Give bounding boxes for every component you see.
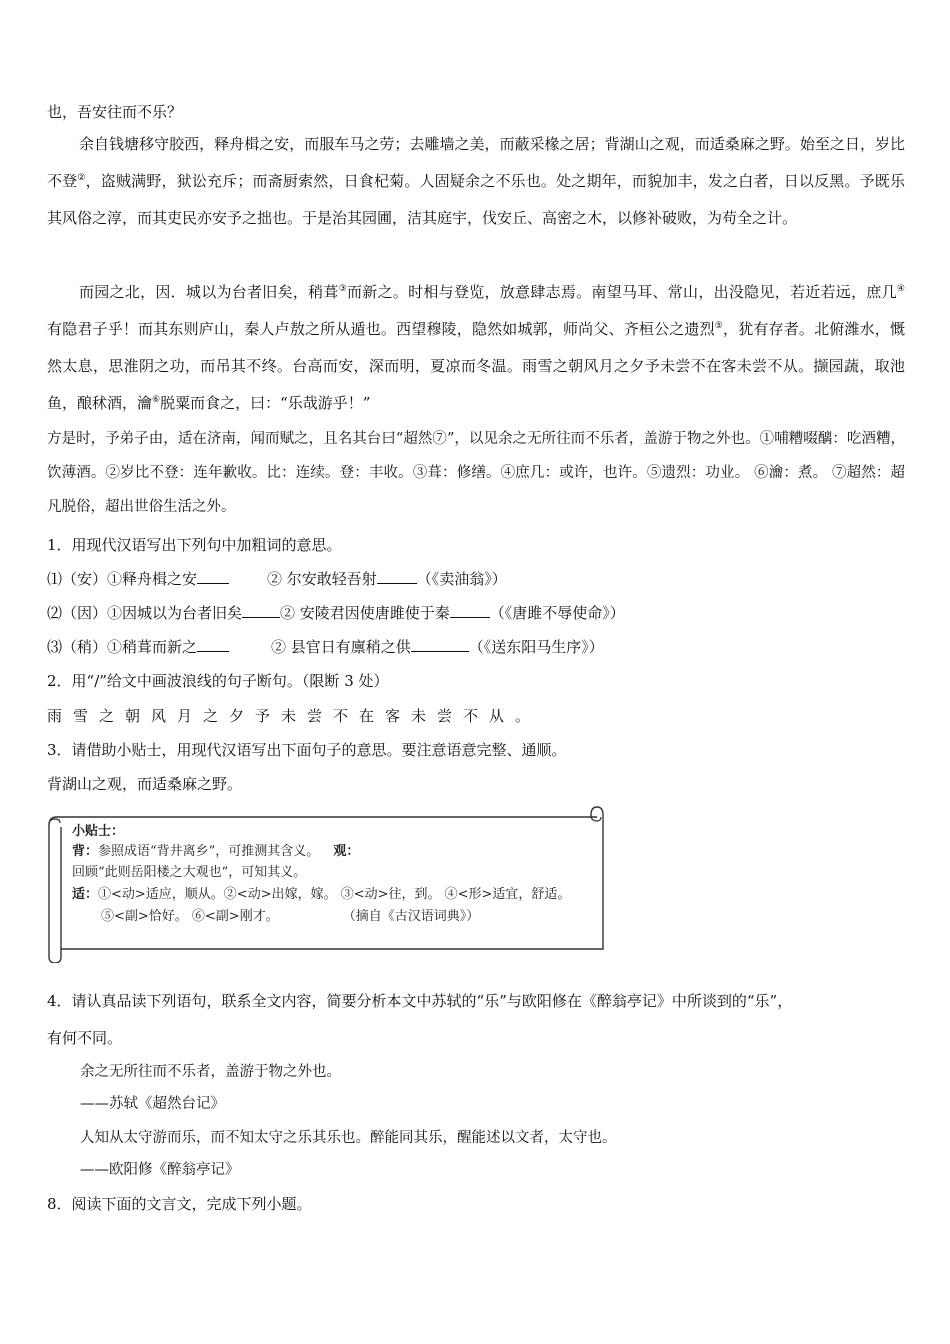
tips-source: （摘自《古汉语词典》） (342, 909, 480, 924)
passage-paragraph-3: 方是时，予弟子由，适在济南，闻而赋之，且名其台曰“超然⑦”，以见余之无所往而不乐者，盖游于物之外也。 (47, 431, 760, 447)
passage-paragraph-3-and-notes (47, 422, 905, 524)
question-2-sentence: 雨雪之朝风月之夕予未尝不在客未尝不从。 (47, 707, 542, 725)
question-4-cont: 有何不同。 (47, 1029, 123, 1047)
tips-title: 小贴士： (72, 824, 125, 839)
tip-shi-cont: ⑤<副>恰好。 ⑥<副>刚才。 （摘自《古汉语词典》） (101, 909, 480, 924)
answer-blank[interactable] (450, 603, 490, 618)
footnote-marker: ② (77, 173, 86, 183)
passage-paragraph-2: 而园之北，因．城以为台者旧矣，稍葺③而新之。时相与登览，放意肆志焉。南望马耳、常山，出没隐见，若近若远，庶几④有隐君子乎！而其东则庐山，秦人卢敖之所从遁也。西望穆陵，隐然如城郭，师尚父、齐桓公之遗烈⑤，犹有存者。北俯潍水，慨然太息，思淮阴之功，而吊其不终。台高而安，深而明，夏凉而冬温。雨雪之朝风月之夕予未尝不在客未尝不从。撷园蔬，取池鱼，酿秫酒，瀹⑥脱粟而食之，曰：“乐哉游乎！” (47, 283, 905, 412)
quote-su-shi: 余之无所往而不乐者，盖游于物之外也。 (80, 1064, 341, 1080)
question-3-sentence: 背湖山之观，而适桑麻之野。 (47, 775, 243, 793)
question-1-item-2: ⑵（因）①因城以为台者旧矣 ② 安陵君因使唐雎使于秦 （《唐雎不辱使命》） (47, 604, 625, 622)
quote-ouyang-xiu-source: ——欧阳修《醉翁亭记》 (80, 1162, 240, 1178)
passage-paragraph-1: 余自钱塘移守胶西，释舟楫之安，而服车马之劳；去雕墙之美，而蔽采椽之居；背湖山之观，而适桑麻之野。始至之日，岁比不登②，盗贼满野，狱讼充斥；而斋厨索然，日食杞菊。人固疑余之不乐也。处之期年，而貌加丰，发之白者，日以反黑。予既乐其风俗之淳，而其吏民亦安予之拙也。于是治其园圃，洁其庭宇，伐安丘、高密之木，以修补破败，为苟全之计。 (47, 135, 905, 227)
next-question: 8．阅读下面的文言文，完成下列小题。 (47, 1195, 312, 1213)
question-1: 1．用现代汉语写出下列句中加粗词的意思。 (47, 536, 342, 554)
answer-blank[interactable] (411, 637, 469, 652)
answer-blank[interactable] (377, 569, 417, 584)
answer-blank[interactable] (242, 603, 280, 618)
footnote-marker: ③ (338, 284, 348, 294)
footnote-marker: ⑤ (714, 321, 724, 331)
answer-blank[interactable] (197, 569, 229, 584)
tip-guan: 回顾“此则岳阳楼之大观也”，可知其义。 (72, 865, 307, 880)
footnote-marker: ⑥ (152, 395, 161, 405)
question-1-item-1: ⑴（安）①释舟楫之安 ② 尔安敢轻吾射 （《卖油翁》） (47, 570, 507, 588)
quote-ouyang-xiu: 人知从太守游而乐，而不知太守之乐其乐也。醉能同其乐，醒能述以文者，太守也。 (80, 1130, 617, 1146)
scroll-frame (45, 805, 605, 963)
answer-blank[interactable] (197, 637, 229, 652)
passage-line: 也，吾安往而不乐？ (47, 103, 183, 121)
question-3: 3．请借助小贴士，用现代汉语写出下面句子的意思。要注意语意完整、通顺。 (47, 741, 567, 759)
question-2: 2．用“/”给文中画波浪线的句子断句。（限断 3 处） (47, 672, 389, 690)
tips-scroll (45, 805, 605, 963)
footnote-marker: ④ (896, 284, 905, 294)
question-1-item-3: ⑶（稍）①稍葺而新之 ② 县官日有廪稍之供 （《送东阳马生序》） (47, 638, 604, 656)
quote-su-shi-source: ——苏轼《超然台记》 (80, 1096, 225, 1112)
annotations: ①哺糟啜醨：吃酒糟，饮薄酒。②岁比不登：连年歉收。比：连续。登：丰收。③葺：修缮。④庶几：或许，也许。⑤遗烈：功业。 ⑥瀹：煮。 ⑦超然：超凡脱俗，超出世俗生活之外。 (47, 431, 906, 515)
question-4: 4．请认真品读下列语句，联系全文内容，简要分析本文中苏轼的“乐”与欧阳修在《醉翁亭记》中所谈到的“乐”， (47, 992, 793, 1010)
tip-shi: 适：①<动>适应，顺从。②<动>出嫁，嫁。 ③<动>往，到。 ④<形>适宜，舒适。 (72, 887, 571, 902)
tip-bei: 背：参照成语“背井离乡”，可推测其含义。 观： (72, 844, 360, 859)
